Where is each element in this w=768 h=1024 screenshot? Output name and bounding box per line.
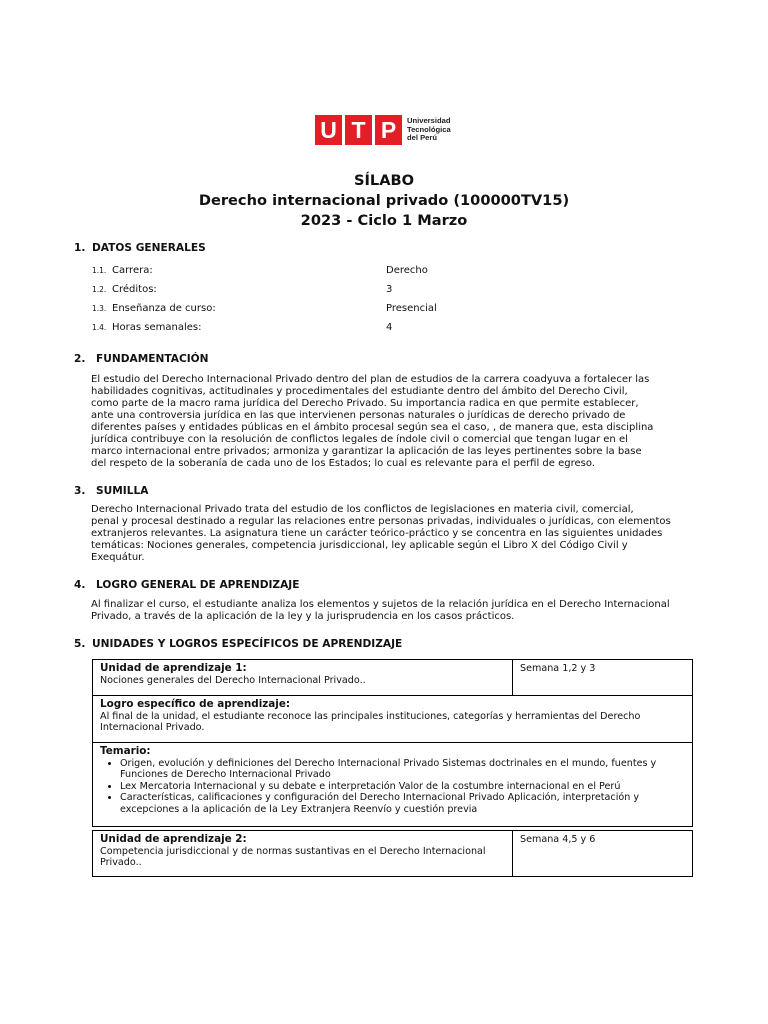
section-5-title: UNIDADES Y LOGROS ESPECÍFICOS DE APRENDIZAJE [92,638,403,650]
unit-1-logro-cell [93,696,692,742]
list-item: • Características, calificaciones y configuración del Derecho Internacional Privado Aplicación, interpretación y excepciones a la aplicación de la Ley Extranjera Reenvío y cuestión previa [120,792,685,815]
paragraph-line: marco internacional entre privados; armoniza y garantizar la aplicación de las leyes pertinentes sobre la base [91,446,642,457]
section-4-title: LOGRO GENERAL DE APRENDIZAJE [96,579,300,591]
title-silabo: SÍLABO [353,172,415,189]
unit-1-temario-row [93,742,692,826]
section-3-number: 3. [74,485,86,497]
title-course: Derecho internacional privado (100000TV15) [198,192,570,209]
logo-name-line-2: Tecnológica [407,124,451,134]
unit-1-logro-text: Al final de la unidad, el estudiante reconoce las principales instituciones, categorías y herramientas del Derecho Internacional Privado. [100,710,641,734]
datos-row-carrera [92,265,153,276]
unit-1-weeks-cell [513,660,692,695]
unit-2-weeks-cell [513,831,692,876]
paragraph-line: temáticas: Nociones generales, competencia jurisdiccional, ley aplicable según el Libro X del Código Civil y [91,540,628,551]
datos-row-horas [92,322,201,333]
datos-value-creditos: 3 [386,284,393,295]
section-1-heading [74,242,206,254]
datos-value-carrera: Derecho [386,265,428,276]
row-number: 1.1. [92,266,107,275]
section-3-heading [74,485,148,497]
document-title [0,171,768,231]
unit-1-temario-title: Temario: [100,745,151,757]
unit-1-table [92,659,693,827]
section-5-number: 5. [74,638,86,650]
unit-1-header-row [93,660,692,695]
paragraph-line: diferentes países y entidades públicas en el ámbito procesal según sea el caso, , de manera que, esta disciplina [91,422,654,433]
unit-1-logro-title: Logro específico de aprendizaje: [100,698,291,710]
section-4-heading [74,579,300,591]
unit-2-title-cell [93,831,513,876]
unit-1-description: Nociones generales del Derecho Internacional Privado.. [100,674,366,686]
section-1-title: DATOS GENERALES [92,242,206,254]
title-term: 2023 - Ciclo 1 Marzo [300,212,468,229]
row-number: 1.2. [92,285,107,294]
section-2-heading [74,353,209,365]
paragraph-line: Al finalizar el curso, el estudiante analiza los elementos y sujetos de la relación jurídica en el Derecho Internacional [91,599,670,610]
unit-1-weeks: Semana 1,2 y 3 [520,663,596,674]
row-label: Horas semanales: [112,322,202,333]
list-item: • Lex Mercatoria Internacional y su debate e interpretación Valor de la costumbre internacional en el Perú [120,781,685,793]
logo-letter-p: P [375,115,402,145]
unit-2-weeks: Semana 4,5 y 6 [520,834,596,845]
unit-2-description: Competencia jurisdiccional y de normas sustantivas en el Derecho Internacional Privado.. [100,845,486,869]
paragraph-line: habilidades cognitivas, actitudinales y procedimentales del estudiante dentro del ámbito del Derecho Civil, [91,386,628,397]
paragraph-line: Derecho Internacional Privado trata del estudio de los conflictos de legislaciones en materia civil, comercial, [91,504,634,515]
unit-1-title: Unidad de aprendizaje 1: [100,662,247,674]
unit-1-logro-row [93,695,692,742]
paragraph-line: del respeto de la soberanía de cada uno de los Estados; lo cual es relevante para el perfil de egreso. [91,458,595,469]
logo-name-line-3: del Perú [407,133,437,143]
fundamentacion-text [91,374,694,470]
utp-logo [315,115,451,145]
sumilla-text [91,504,694,564]
paragraph-line: penal y procesal destinado a regular las relaciones entre personas privadas, individuales o jurídicas, con elementos [91,516,671,527]
unit-2-title: Unidad de aprendizaje 2: [100,833,247,845]
row-label: Carrera: [112,265,153,276]
datos-row-creditos [92,284,157,295]
paragraph-line: como parte de la macro rama jurídica del Derecho Privado. Su importancia radica en que permite establecer, [91,398,639,409]
unit-1-title-cell [93,660,513,695]
section-3-title: SUMILLA [96,485,149,497]
paragraph-line: Exequátur. [91,552,145,563]
datos-value-ensenanza: Presencial [386,303,437,314]
section-2-title: FUNDAMENTACIÓN [96,353,209,365]
section-5-heading [74,638,402,650]
unit-2-header-row [93,831,692,876]
datos-row-ensenanza [92,303,216,314]
section-1-number: 1. [74,242,86,254]
list-item: • Origen, evolución y definiciones del Derecho Internacional Privado Sistemas doctrinales en el mundo, fuentes y Funciones de Derecho Internacional Privado [120,758,685,781]
row-label: Créditos: [112,284,157,295]
section-2-number: 2. [74,353,86,365]
paragraph-line: jurídica contribuye con la resolución de conflictos legales de índole civil o comercial que tengan lugar en el [91,434,628,445]
logro-general-text [91,599,694,623]
paragraph-line: Privado, a través de la aplicación de la ley y la jurisprudencia en los casos prácticos. [91,611,515,622]
unit-1-temario-cell [93,743,692,826]
logo-letter-u: U [315,115,342,145]
logo-university-name [407,117,451,143]
section-4-number: 4. [74,579,86,591]
logo-name-line-1: Universidad [407,116,451,126]
paragraph-line: El estudio del Derecho Internacional Privado dentro del plan de estudios de la carrera coadyuva a fortalecer las [91,374,650,385]
unit-1-temario-list [100,758,685,816]
paragraph-line: extranjeros relevantes. La asignatura tiene un carácter teórico-práctico y se concentra en las siguientes unidades [91,528,663,539]
row-label: Enseñanza de curso: [112,303,216,314]
row-number: 1.3. [92,304,107,313]
unit-2-table [92,830,693,877]
row-number: 1.4. [92,323,107,332]
datos-value-horas: 4 [386,322,393,333]
logo-letter-t: T [345,115,372,145]
paragraph-line: ante una controversia jurídica en las que intervienen personas naturales o jurídicas de derecho privado de [91,410,626,421]
